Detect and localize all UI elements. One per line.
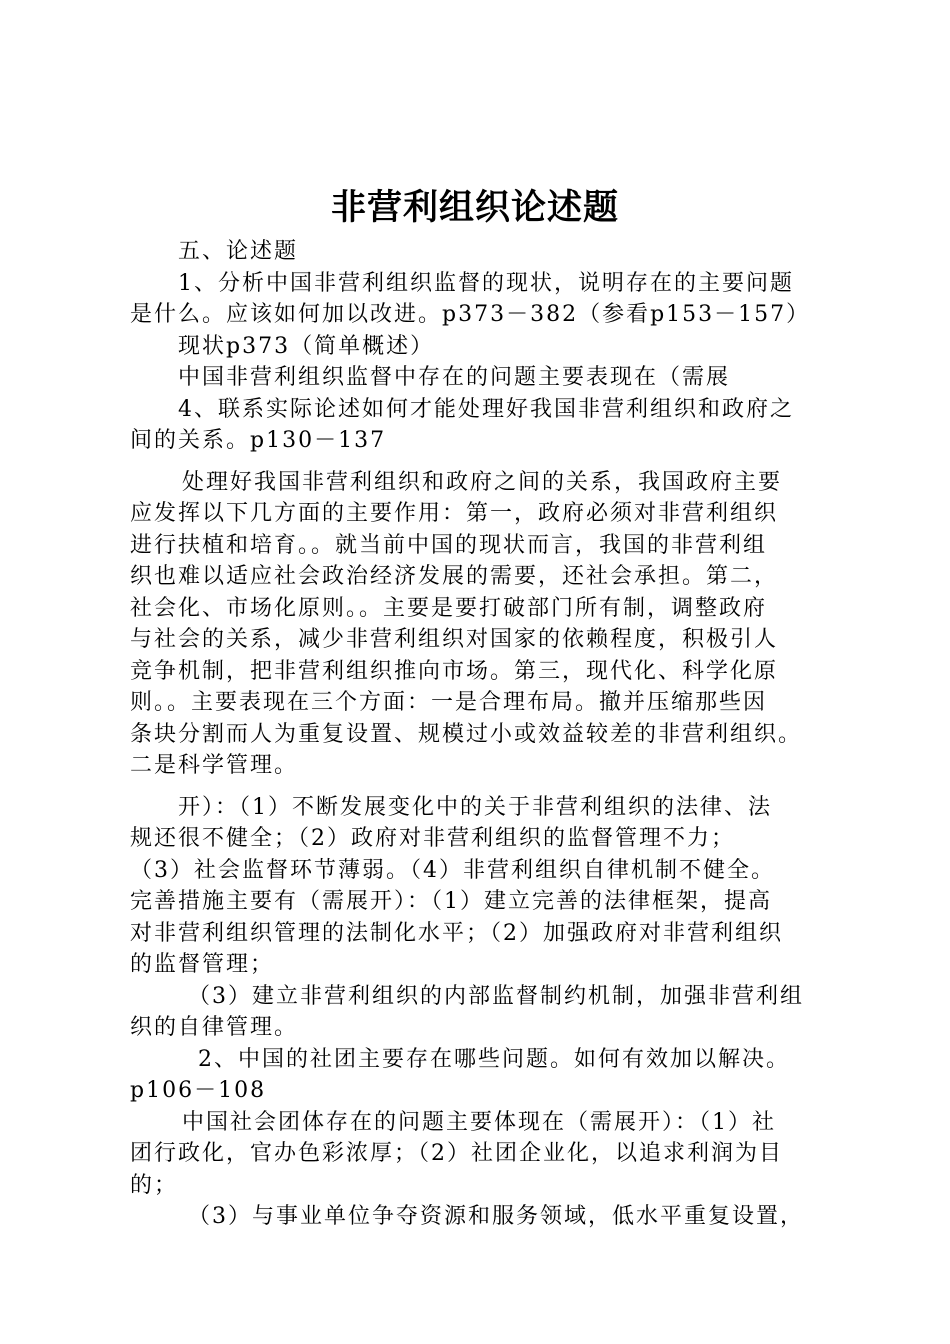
text-line: 竞争机制，把非营利组织推向市场。第三，现代化、科学化原 [130, 658, 779, 684]
text-line: 与社会的关系，减少非营利组织对国家的依赖程度，积极引人 [130, 627, 779, 652]
text-line: 规还很不健全；（2）政府对非营利组织的监督管理不力； [130, 826, 735, 851]
text-line: p106－108 [130, 1078, 267, 1103]
text-line: （3）社会监督环节薄弱。（4）非营利组织自律机制不健全。 [130, 857, 775, 883]
text-line: 中国非营利组织监督中存在的问题主要表现在（需展 [178, 365, 731, 390]
document-body [130, 236, 835, 1233]
text-line: 对非营利组织管理的法制化水平；（2）加强政府对非营利组织 [130, 920, 783, 946]
text-line: 完善措施主要有（需展开）：（1）建立完善的法律框架，提高 [130, 889, 772, 914]
text-line: 五、论述题 [178, 239, 299, 264]
text-line: 是什么。应该如何加以改进。p373－382（参看p153－157） [130, 302, 811, 327]
text-line: 应发挥以下几方面的主要作用：第一，政府必须对非营利组织 [130, 501, 779, 526]
text-line: （3）与事业单位争夺资源和服务领域，低水平重复设置， [188, 1204, 804, 1229]
text-line: 则。。主要表现在三个方面：一是合理布局。撤并压缩那些因 [130, 690, 768, 715]
text-line: 社会化、市场化原则。。主要是要打破部门所有制，调整政府 [130, 595, 768, 621]
text-line: 现状p373（简单概述） [178, 333, 435, 359]
text-line: 2、中国的社团主要存在哪些问题。如何有效加以解决。 [198, 1046, 790, 1072]
text-line: （3）建立非营利组织的内部监督制约机制，加强非营利组 [188, 983, 804, 1009]
text-line: 1、分析中国非营利组织监督的现状，说明存在的主要问题 [178, 270, 794, 296]
text-line: 中国社会团体存在的问题主要体现在（需展开）：（1）社 [182, 1109, 776, 1135]
text-line: 织也难以适应社会政治经济发展的需要，还社会承担。第二， [130, 564, 779, 589]
text-line: 团行政化，官办色彩浓厚；（2）社团企业化，以追求利润为目 [130, 1141, 783, 1166]
text-line: 的； [130, 1172, 179, 1198]
paragraph-gap [130, 457, 835, 467]
text-line: 间的关系。p130－137 [130, 428, 387, 453]
text-line: 进行扶植和培育。。就当前中国的现状而言，我国的非营利组 [130, 532, 768, 558]
text-line: 织的自律管理。 [130, 1015, 299, 1040]
document-title: 非营利组织论述题 [330, 188, 619, 228]
paragraph-gap [130, 782, 835, 792]
text-line: 4、联系实际论述如何才能处理好我国非营利组织和政府之 [178, 396, 794, 422]
text-line: 处理好我国非营利组织和政府之间的关系，我国政府主要 [182, 469, 783, 495]
text-line: 的监督管理； [130, 952, 275, 977]
text-line: 开）：（1）不断发展变化中的关于非营利组织的法律、法 [178, 794, 772, 820]
text-line: 条块分割而人为重复设置、规模过小或效益较差的非营利组织。 [130, 721, 803, 747]
text-line: 二是科学管理。 [130, 753, 299, 778]
